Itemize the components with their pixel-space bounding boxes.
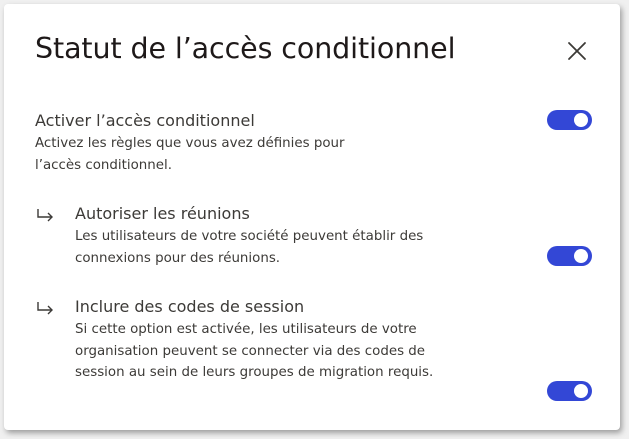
close-button[interactable] (566, 40, 588, 62)
return-arrow-icon (36, 207, 56, 223)
allow-meetings-label: Autoriser les réunions (75, 204, 250, 223)
allow-meetings-description: Les utilisateurs de votre société peuvent établir des connexions pour des réunions. (75, 229, 424, 266)
allow-meetings-toggle[interactable] (547, 246, 592, 266)
enable-conditional-access-description: Activez les règles que vous avez définies pour l’accès conditionnel. (35, 136, 345, 173)
close-icon (566, 40, 588, 62)
include-session-codes-description: Si cette option est activée, les utilisateurs de votre organisation peuvent se connecter via des codes de session au sein de leurs groupes de migration requis. (75, 322, 434, 380)
include-session-codes-label: Inclure des codes de session (75, 297, 305, 316)
conditional-access-dialog (4, 4, 620, 430)
include-session-codes-toggle[interactable] (547, 381, 592, 401)
toggle-knob (574, 249, 588, 263)
dialog-title: Statut de l’accès conditionnel (35, 32, 456, 65)
toggle-knob (574, 384, 588, 398)
return-arrow-icon (36, 300, 56, 316)
toggle-knob (574, 113, 588, 127)
enable-conditional-access-label: Activer l’accès conditionnel (35, 111, 255, 130)
enable-conditional-access-toggle[interactable] (547, 110, 592, 130)
